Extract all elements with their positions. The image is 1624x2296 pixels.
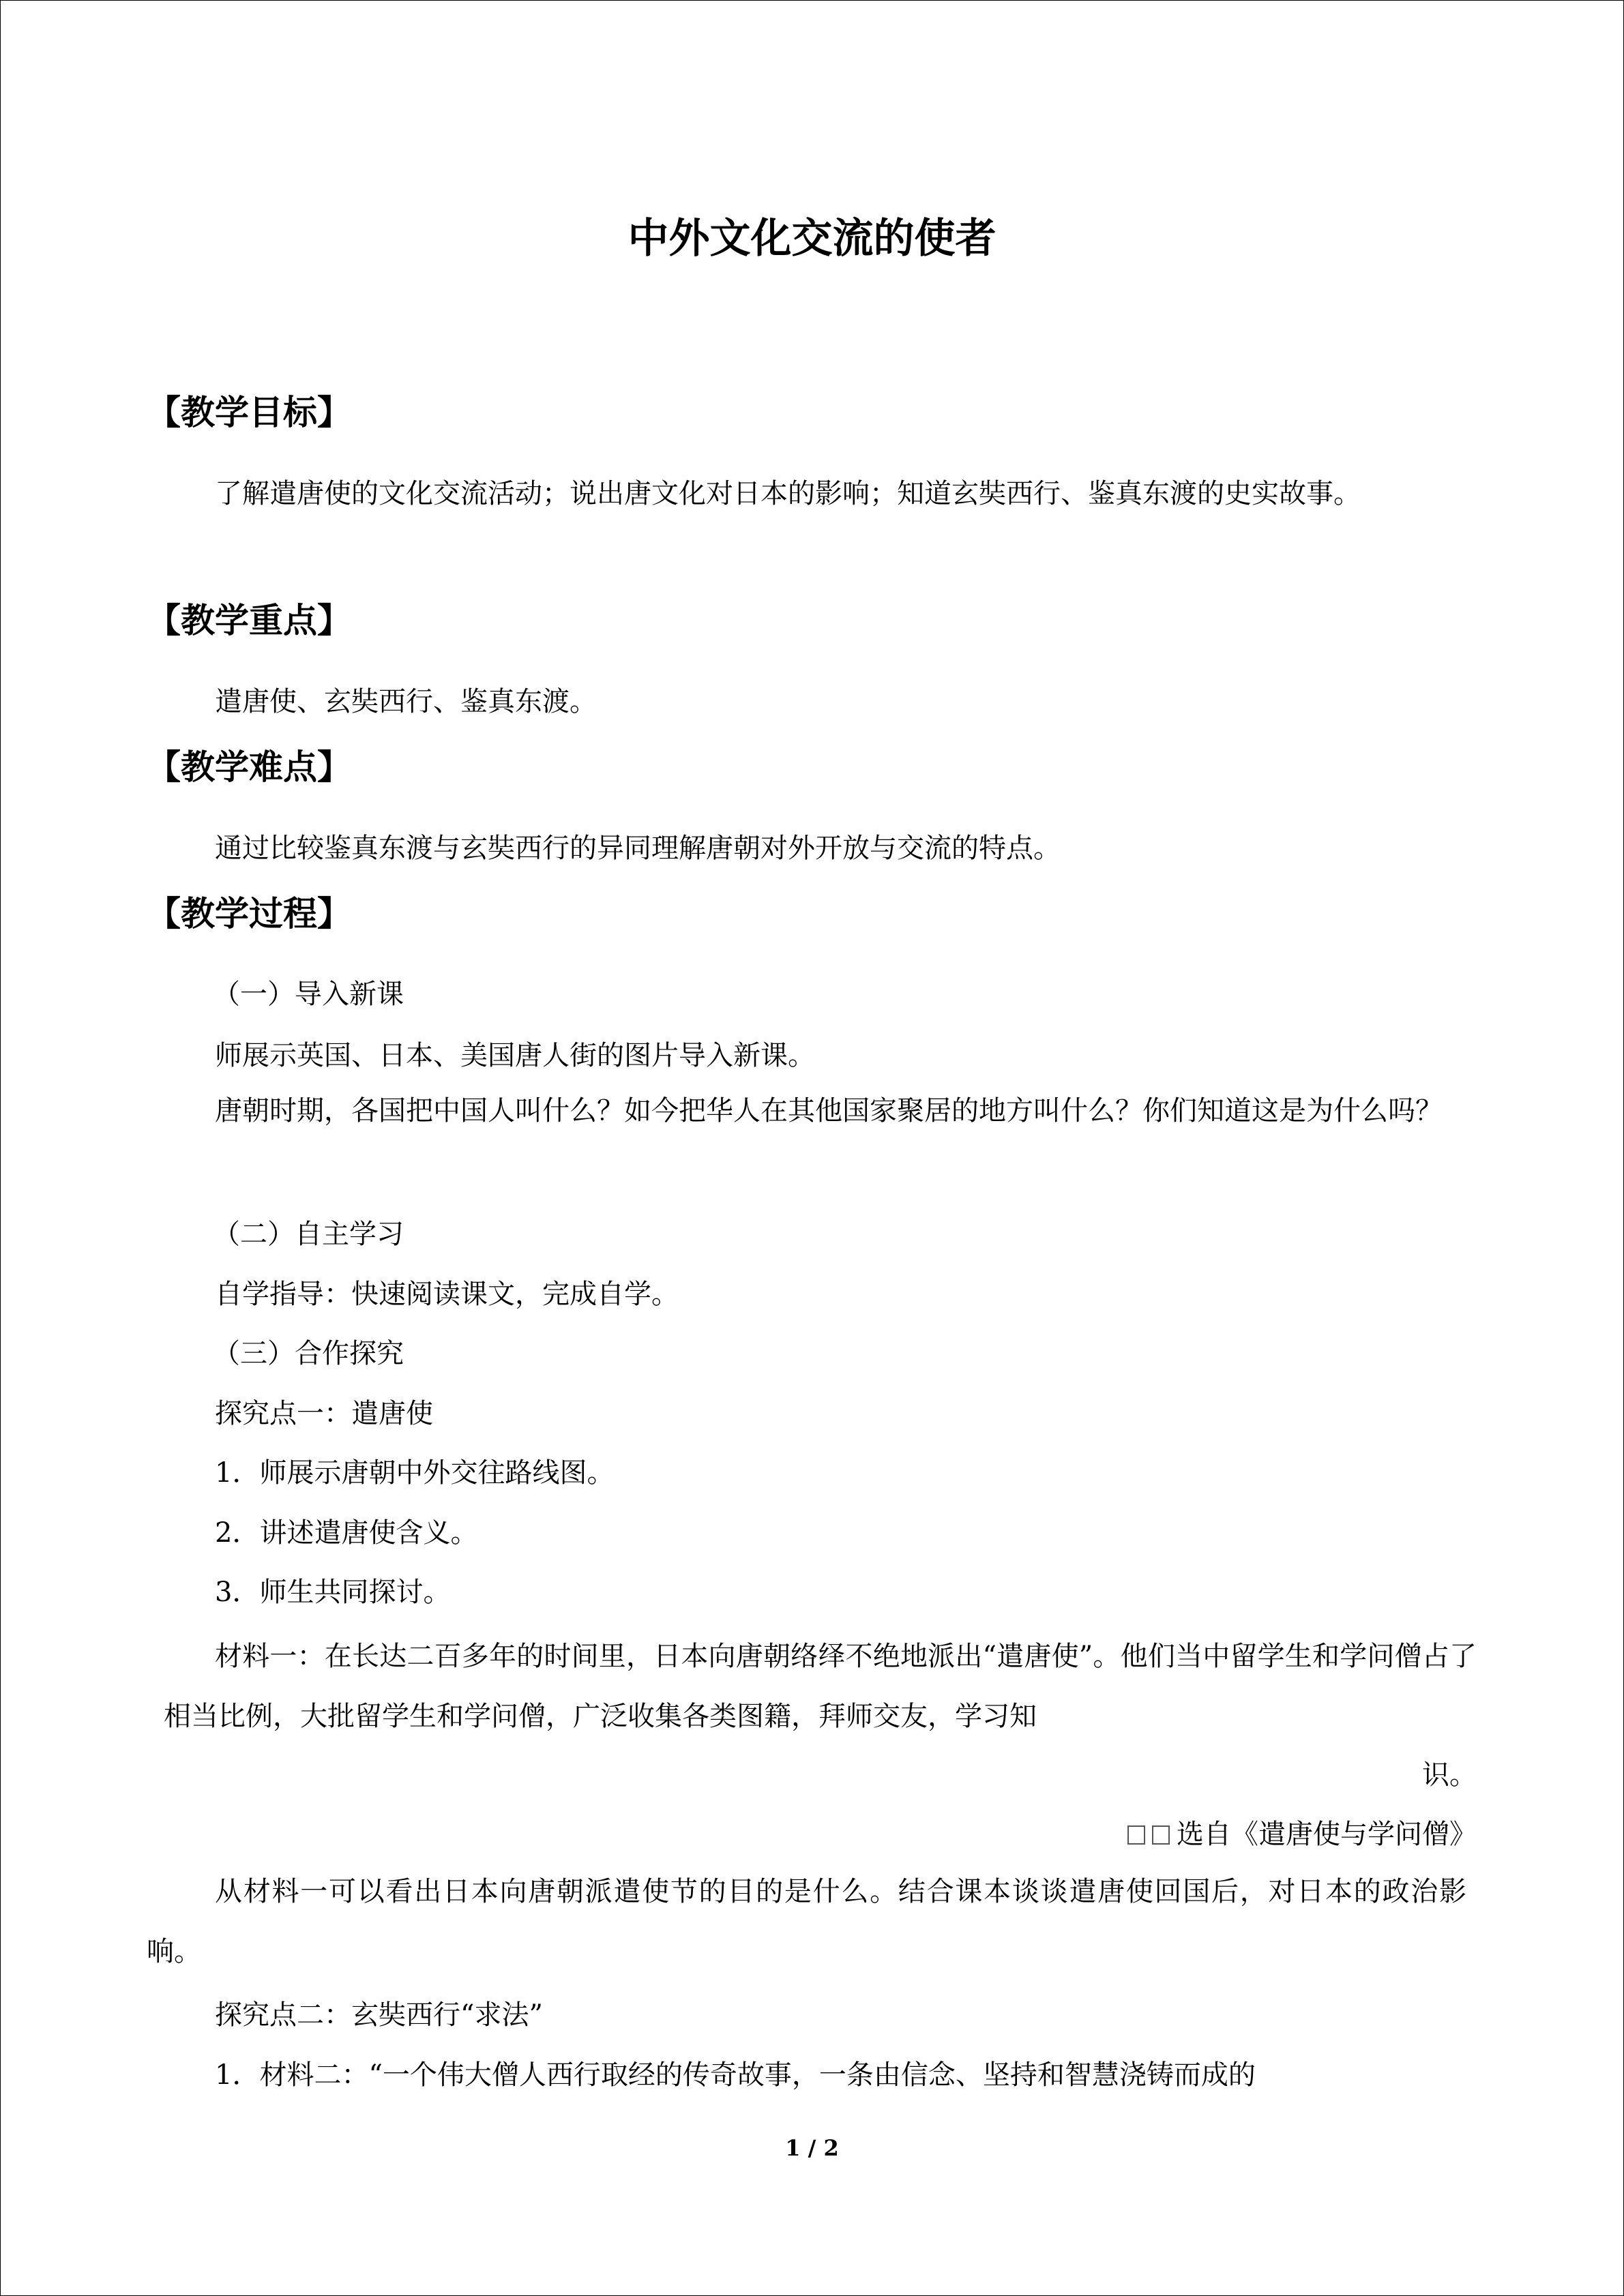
material2-start: 1．材料二：“一个伟大僧人西行取经的传奇故事，一条由信念、坚持和智慧浇铸而成的: [215, 2059, 1256, 2091]
self-study-label: （二）自主学习: [213, 1219, 404, 1250]
key-points-text: 遣唐使、玄奘西行、鉴真东渡。: [215, 686, 597, 717]
heading-key-points: 【教学重点】: [147, 601, 351, 640]
point1-item: 3．师生共同探讨。: [215, 1577, 451, 1608]
page-number: 1 / 2: [785, 2135, 839, 2161]
placeholder-box-icon: [1152, 1825, 1170, 1845]
intro-line: 师展示英国、日本、美国唐人街的图片导入新课。: [215, 1040, 815, 1071]
point1-item: 2．讲述遣唐使含义。: [215, 1517, 478, 1549]
point2-label: 探究点二：玄奘西行“求法”: [215, 1999, 543, 2031]
heading-teaching-goals: 【教学目标】: [147, 393, 351, 432]
material1-question: 从材料一可以看出日本向唐朝派遣使节的目的是什么。结合课本谈谈遣唐使回国后，对日本的政治影响。: [147, 1876, 1466, 1967]
intro-label: （一）导入新课: [213, 979, 404, 1010]
material1-text-end: 识。: [1422, 1759, 1477, 1791]
material1-source-text: 选自《遣唐使与学问僧》: [1177, 1819, 1477, 1850]
point1-label: 探究点一：遣唐使: [215, 1398, 433, 1429]
difficulties-text: 通过比较鉴真东渡与玄奘西行的异同理解唐朝对外开放与交流的特点。: [215, 833, 1061, 864]
material1-source: [1127, 1814, 1477, 1855]
heading-teaching-process: 【教学过程】: [147, 894, 351, 934]
teaching-goals-text: 了解遣唐使的文化交流活动；说出唐文化对日本的影响；知道玄奘西行、鉴真东渡的史实故事。: [215, 478, 1361, 509]
heading-difficulties: 【教学难点】: [147, 747, 351, 787]
placeholder-box-icon: [1127, 1825, 1145, 1845]
intro-question: 唐朝时期，各国把中国人叫什么？如今把华人在其他国家聚居的地方叫什么？你们知道这是为什么吗？: [215, 1095, 1443, 1127]
point1-item: 1．师展示唐朝中外交往路线图。: [215, 1457, 615, 1489]
coop-label: （三）合作探究: [213, 1338, 404, 1369]
self-study-line: 自学指导：快速阅读课文，完成自学。: [215, 1279, 679, 1310]
material1-text: 材料一：在长达二百多年的时间里，日本向唐朝络绎不绝地派出“遣唐使”。他们当中留学生和学问僧占了相当比例，大批留学生和学问僧，广泛收集各类图籍，拜师交友，学习知: [164, 1641, 1477, 1732]
document-title: 中外文化交流的使者: [628, 215, 996, 263]
